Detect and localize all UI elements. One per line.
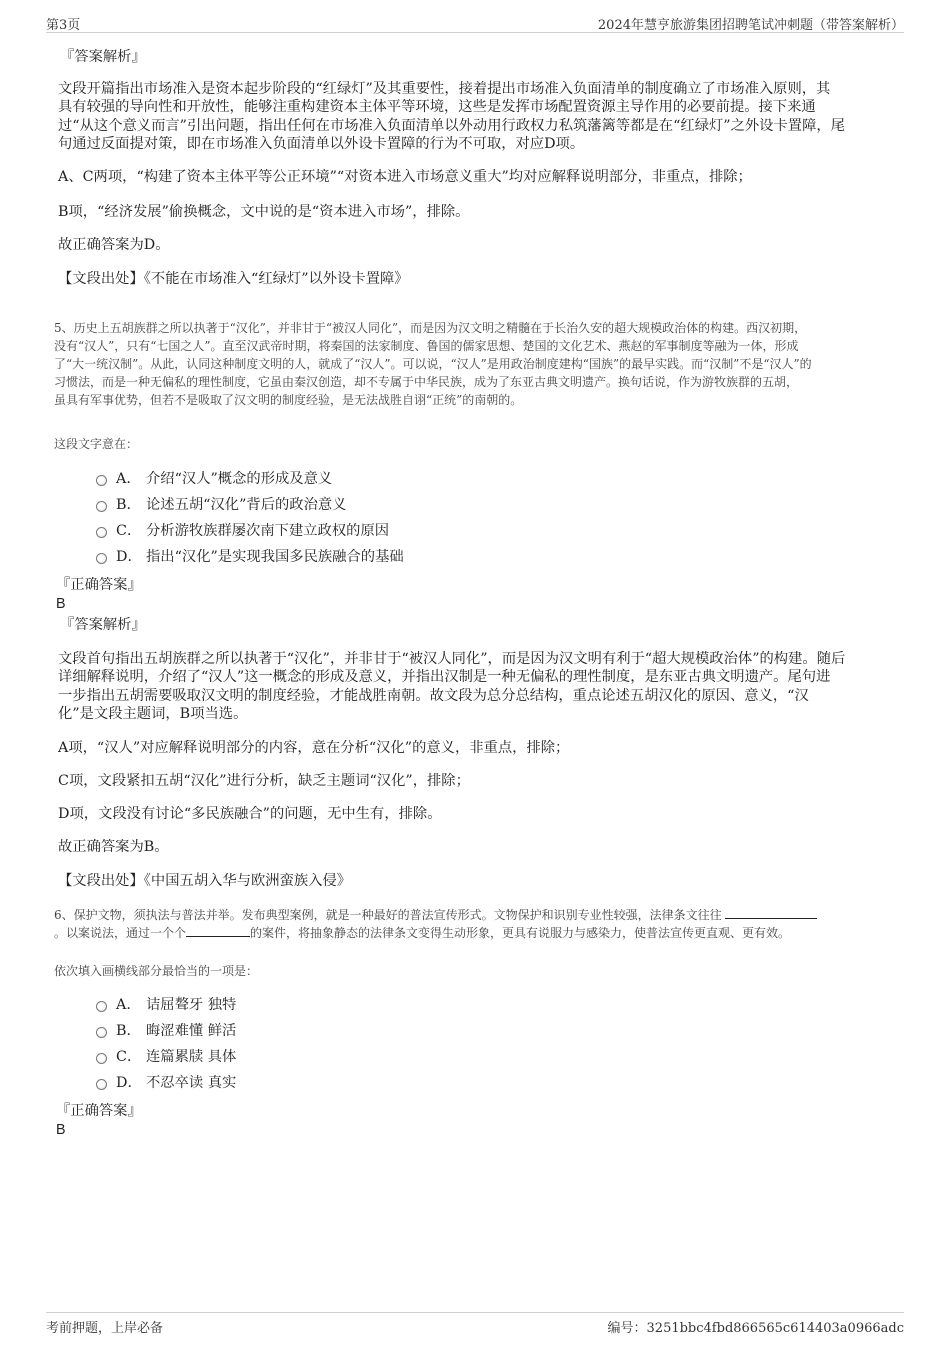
q5-stem-line: 了“大一统汉制”。从此，认同这种制度文明的人，就成了“汉人”。可以说，“汉人”是用政治制度建构“国族”的最早实践。而“汉制”不是“汉人”的 (54, 357, 812, 371)
q5-conclusion: 故正确答案为B。 (58, 839, 169, 855)
option-text: 介绍“汉人”概念的形成及意义 (146, 471, 333, 487)
footer-slogan: 考前押题，上岸必备 (46, 1321, 164, 1336)
option-text: 指出“汉化”是实现我国多民族融合的基础 (146, 549, 404, 565)
q5-option-c[interactable] (96, 522, 389, 540)
page-footer (46, 1312, 904, 1335)
blank-2 (186, 924, 250, 937)
option-key: B． (116, 497, 141, 513)
q5-option-c-explanation: C项，文段紧扣五胡“汉化”进行分析，缺乏主题词“汉化”，排除； (58, 773, 470, 789)
q5-prompt: 这段文字意在： (54, 437, 139, 451)
source-title: 《不能在市场准入“红绿灯”以外设卡置障》 (143, 271, 409, 287)
radio-icon[interactable] (96, 501, 107, 512)
q5-source (58, 872, 892, 890)
q4-analysis-line: 具有较强的导向性和开放性，能够注重构建资本主体平等环境，这些是发挥市场配置资源主导作用的必要前提。接下来通 (58, 99, 816, 116)
option-key: B． (116, 1023, 141, 1039)
q6-option-c[interactable] (96, 1048, 236, 1066)
radio-icon[interactable] (96, 527, 107, 538)
q4-analysis-label: 『答案解析』 (60, 49, 146, 65)
q5-stem-line: 虽具有军事优势，但若不是吸取了汉文明的制度经验，是无法战胜自诩“正统”的南朝的。 (54, 393, 523, 407)
q6-answer: B (56, 1122, 66, 1138)
q5-analysis-line: 文段首句指出五胡族群之所以执著于“汉化”，并非甘于“被汉人同化”，而是因为汉文明有利于“超大规模政治体”的构建。随后 (58, 651, 846, 667)
q5-option-b[interactable] (96, 496, 346, 514)
option-key: C． (116, 523, 142, 539)
q6-answer-label: 『正确答案』 (56, 1103, 142, 1119)
option-text: 晦涩难懂 鲜活 (146, 1023, 237, 1039)
radio-icon[interactable] (96, 1001, 107, 1012)
q5-stem (54, 319, 894, 409)
q4-conclusion: 故正确答案为D。 (58, 237, 170, 253)
q5-answer: B (56, 596, 66, 612)
q5-analysis-line: 详细解释说明，介绍了“汉人”这一概念的形成及意义，并指出汉制是一种无偏私的理性制度，是东亚古典文明遗产。尾句进 (58, 669, 831, 686)
option-key: A． (116, 997, 141, 1013)
q4-analysis-line: 过“从这个意义而言”引出问题，指出任何在市场准入负面清单以外动用行政权力私筑藩篱等都是在“红绿灯”之外设卡置障，尾 (58, 117, 845, 134)
q6-option-d[interactable] (96, 1074, 236, 1092)
q4-source (58, 270, 892, 288)
q5-option-d-explanation: D项，文段没有讨论“多民族融合”的问题，无中生有，排除。 (58, 806, 442, 822)
q6-stem-part2: 。以案说法，通过一个个 (54, 926, 187, 940)
q5-analysis (58, 650, 892, 724)
document-title: 2024年慧亨旅游集团招聘笔试冲刺题（带答案解析） (597, 18, 904, 33)
source-title: 《中国五胡入华与欧洲蛮族入侵》 (143, 873, 352, 889)
q5-analysis-line: 一步指出五胡需要吸取汉文明的制度经验，才能战胜南朝。故文段为总分总结构，重点论述五胡汉化的原因、意义，“汉 (58, 687, 809, 704)
q5-stem-line: 5、历史上五胡族群之所以执著于“汉化”，并非甘于“被汉人同化”，而是因为汉文明之精髓在于长治久安的超大规模政治体的构建。西汉初期， (54, 321, 807, 335)
option-key: D． (116, 1075, 142, 1091)
source-label: 【文段出处】 (58, 873, 144, 889)
q5-answer-label: 『正确答案』 (56, 577, 142, 593)
q5-stem-line: 没有“汉人”，只有“七国之人”。直至汉武帝时期，将秦国的法家制度、鲁国的儒家思想、楚国的文化艺术、燕赵的军事制度等融为一体，形成 (54, 339, 799, 353)
option-text: 分析游牧族群屡次南下建立政权的原因 (146, 523, 390, 539)
option-key: C． (116, 1049, 142, 1065)
q5-option-a[interactable] (96, 470, 332, 488)
document-code: 编号：3251bbc4fbd866565c614403a0966adc (607, 1321, 904, 1336)
q5-analysis-label: 『答案解析』 (60, 617, 146, 633)
option-text: 不忍卒读 真实 (146, 1075, 237, 1091)
option-key: D． (116, 549, 142, 565)
q5-option-a-explanation: A项，“汉人”对应解释说明部分的内容，意在分析“汉化”的意义，非重点，排除； (58, 740, 570, 756)
radio-icon[interactable] (96, 1053, 107, 1064)
page-number: 第3页 (46, 18, 81, 33)
q5-option-d[interactable] (96, 548, 404, 566)
option-text: 连篇累牍 具体 (146, 1049, 237, 1065)
q5-stem-line: 习惯法，而是一种无偏私的理性制度，它虽由秦汉创造，却不专属于中华民族，成为了东亚古典文明遗产。换句话说，作为游牧族群的五胡， (54, 375, 799, 389)
q4-option-ac-explanation: A、C两项，“构建了资本主体平等公正环境”“对资本进入市场意义重大”均对应解释说明部分，非重点，排除； (58, 169, 752, 185)
q6-prompt: 依次填入画横线部分最恰当的一项是： (54, 964, 259, 978)
option-key: A． (116, 471, 141, 487)
page-header (46, 14, 904, 33)
q4-analysis (58, 80, 892, 154)
q6-option-a[interactable] (96, 996, 236, 1014)
radio-icon[interactable] (96, 553, 107, 564)
option-text: 论述五胡“汉化”背后的政治意义 (146, 497, 347, 513)
q6-option-b[interactable] (96, 1022, 236, 1040)
q6-stem-part1: 6、保护文物，须执法与普法并举。发布典型案例，就是一种最好的普法宣传形式。文物保护和识别专业性较强，法律条文往往 (54, 908, 722, 922)
radio-icon[interactable] (96, 1027, 107, 1038)
q6-stem-part3: 的案件，将抽象静态的法律条文变得生动形象，更具有说服力与感染力，使普法宣传更直观、更有效。 (250, 926, 791, 940)
blank-1 (725, 906, 817, 919)
source-label: 【文段出处】 (58, 271, 144, 287)
option-text: 诘屈聱牙 独特 (146, 997, 237, 1013)
q4-option-b-explanation: B项，“经济发展”偷换概念，文中说的是“资本进入市场”，排除。 (58, 204, 470, 220)
q6-stem (54, 906, 894, 942)
q4-analysis-line: 句通过反面提对策，即在市场准入负面清单以外设卡置障的行为不可取，对应D项。 (58, 136, 585, 153)
q5-analysis-line: 化”是文段主题词，B项当选。 (58, 706, 248, 723)
radio-icon[interactable] (96, 475, 107, 486)
q4-analysis-line: 文段开篇指出市场准入是资本起步阶段的“红绿灯”及其重要性，接着提出市场准入负面清单的制度确立了市场准入原则，其 (58, 81, 831, 97)
radio-icon[interactable] (96, 1079, 107, 1090)
